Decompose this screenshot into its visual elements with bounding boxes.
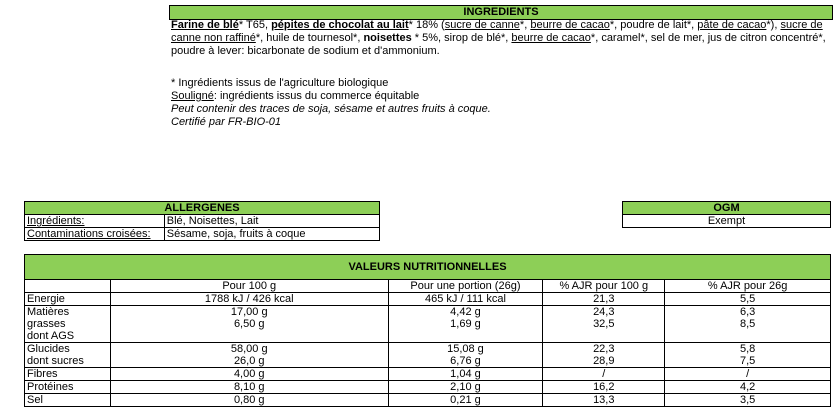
allergen-row [25,215,380,228]
fairtrade-text: : ingrédients issus du commerce équitable [213,90,420,102]
ajr-per-100g: / [543,368,665,381]
ajr-per-portion: 6,3 8,5 [665,306,831,343]
nutrient-label: Glucides dont sucres [25,343,111,368]
ogm-table [622,201,831,228]
value-per-portion: 4,42 g 1,69 g [388,306,543,343]
value-per-portion: 1,04 g [388,368,543,381]
ajr-per-portion: / [665,368,831,381]
ingredient-segment: noisettes [363,32,412,44]
ajr-per-100g: 21,3 [543,293,665,306]
ingredient-segment: pépites de chocolat au lait [271,19,409,31]
allergen-label: Ingrédients: [25,215,165,228]
ajr-per-portion: 5,8 7,5 [665,343,831,368]
value-per-100g: 17,00 g 6,50 g [110,306,388,343]
ajr-per-100g: 13,3 [543,394,665,407]
ingredient-segment: pâte de cacao [697,19,767,31]
ingredients-notes [171,77,831,129]
nutrition-row [25,293,831,306]
column-header: Pour 100 g [110,280,388,293]
ingredient-segment: Farine de blé [171,19,239,31]
value-per-portion: 15,08 g 6,76 g [388,343,543,368]
column-header [25,280,111,293]
fairtrade-label: Souligné [171,90,214,102]
ajr-per-portion: 4,2 [665,381,831,394]
ingredient-segment: *, [519,19,531,31]
ingredient-segment: *, poudre de lait*, [609,19,698,31]
ingredient-segment: beurre de cacao [511,32,591,44]
ajr-per-portion: 5,5 [665,293,831,306]
certification-note: Certifié par FR-BIO-01 [171,116,282,128]
value-per-portion: 0,21 g [388,394,543,407]
ingredient-segment: *, caramel*, sel de mer, jus de citron concentré*, poudre à lever: bicarbonate de sodium et d'ammonium. [171,32,826,57]
allergen-value: Blé, Noisettes, Lait [164,215,379,228]
nutrition-row [25,368,831,381]
fairtrade-note [171,90,831,103]
column-header: Pour une portion (26g) [388,280,543,293]
nutrition-row [25,306,831,343]
ingredients-text [171,19,831,58]
value-per-100g: 4,00 g [110,368,388,381]
column-header: % AJR pour 100 g [543,280,665,293]
nutrient-label: Fibres [25,368,111,381]
allergen-label: Contaminations croisées: [25,228,165,241]
ingredient-segment: sucre de canne non raffiné [171,19,823,44]
ogm-value: Exempt [623,215,831,228]
ingredient-segment: *), [766,19,781,31]
value-per-100g: 58,00 g 26,0 g [110,343,388,368]
nutrition-row [25,343,831,368]
allergen-row [25,228,380,241]
value-per-portion: 465 kJ / 111 kcal [388,293,543,306]
allergens-table [24,201,380,241]
ingredients-header: INGREDIENTS [169,5,833,20]
ogm-header: OGM [623,202,831,215]
ingredient-segment: * 5%, sirop de blé*, [411,32,512,44]
column-header: % AJR pour 26g [665,280,831,293]
ingredient-segment: sucre de canne [444,19,520,31]
nutrient-label: Energie [25,293,111,306]
ajr-per-100g: 22,3 28,9 [543,343,665,368]
traces-note: Peut contenir des traces de soja, sésame et autres fruits à coque. [171,103,491,115]
nutrition-table [24,254,831,407]
allergens-header: ALLERGENES [25,202,380,215]
nutrient-label: Protéines [25,381,111,394]
organic-note: * Ingrédients issus de l'agriculture biologique [171,77,389,89]
ingredient-segment: * T65, [238,19,272,31]
ajr-per-100g: 16,2 [543,381,665,394]
ingredient-segment: * 18% ( [408,19,445,31]
nutrition-columns [25,280,831,293]
value-per-portion: 2,10 g [388,381,543,394]
nutrition-row [25,394,831,407]
value-per-100g: 8,10 g [110,381,388,394]
value-per-100g: 1788 kJ / 426 kcal [110,293,388,306]
ajr-per-portion: 3,5 [665,394,831,407]
allergen-value: Sésame, soja, fruits à coque [164,228,379,241]
ingredient-segment: *, huile de tournesol*, [255,32,364,44]
ajr-per-100g: 24,3 32,5 [543,306,665,343]
nutrition-row [25,381,831,394]
nutrient-label: Sel [25,394,111,407]
nutrition-header: VALEURS NUTRITIONNELLES [25,255,831,280]
ingredient-segment: beurre de cacao [530,19,610,31]
value-per-100g: 0,80 g [110,394,388,407]
nutrient-label: Matières grasses dont AGS [25,306,111,343]
